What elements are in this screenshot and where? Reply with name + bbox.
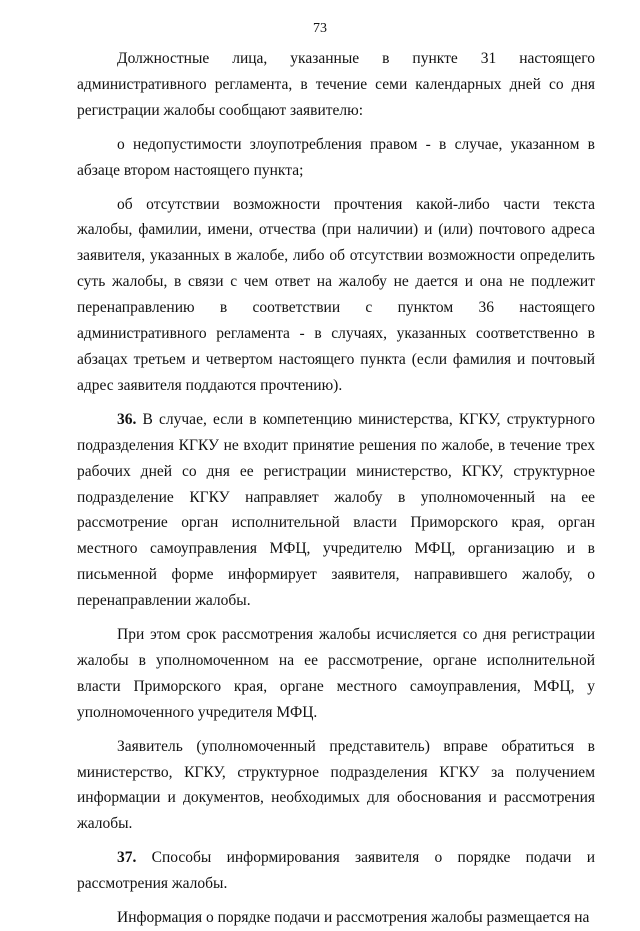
paragraph [77, 905, 595, 931]
paragraph [77, 734, 595, 838]
paragraph-text: Заявитель (уполномоченный представитель) вправе обратиться в министерство, КГКУ, структурное подразделения КГКУ за получением информации и документов, необходимых для обоснования и рассмотрения жалобы. [77, 737, 595, 833]
paragraph [77, 622, 595, 726]
paragraph-text: об отсутствии возможности прочтения какой-либо части текста жалобы, фамилии, имени, отчества (при наличии) и (или) почтового адреса заявителя, указанных в жалобе, либо об отсутствии возможности определить суть жалобы, в связи с чем ответ на жалобу не дается и она не подлежит перенаправлению в соответствии с пунктом 36 настоящего административного регламента - в случаях, указанных соответственно в абзацах третьем и четвертом настоящего пункта (если фамилия и почтовый адрес заявителя поддаются прочтению). [77, 195, 595, 394]
paragraph-text: Способы информирования заявителя о порядке подачи и рассмотрения жалобы. [77, 849, 595, 893]
page-number: 73 [313, 21, 327, 36]
paragraph-text: Информация о порядке подачи и рассмотрения жалобы размещается на [117, 909, 590, 927]
paragraph-text: В случае, если в компетенцию министерства, КГКУ, структурного подразделения КГКУ не входит принятие решения по жалобе, в течение трех рабочих дней со дня ее регистрации министерство, КГКУ, структурное подразделение КГКУ направляет жалобу в уполномоченный на ее рассмотрение орган исполнительной власти Приморского края, орган местного самоуправления МФЦ, учредителю МФЦ, организацию и в письменной форме информирует заявителя, направившего жалобу, о перенаправлении жалобы. [77, 410, 595, 610]
paragraph [77, 46, 595, 124]
document-body [77, 46, 595, 931]
paragraph [77, 192, 595, 399]
paragraph-text: о недопустимости злоупотребления правом - в случае, указанном в абзаце втором настоящего пункта; [77, 135, 595, 179]
paragraph-text: Должностные лица, указанные в пункте 31 настоящего административного регламента, в течение семи календарных дней со дня регистрации жалобы сообщают заявителю: [77, 50, 595, 119]
paragraph [77, 407, 595, 614]
paragraph [77, 132, 595, 184]
paragraph-number: 37. [117, 849, 137, 867]
paragraph-text: При этом срок рассмотрения жалобы исчисляется со дня регистрации жалобы в уполномоченном на ее рассмотрение, органе исполнительной власти Приморского края, органе местного самоуправления, МФЦ, у уполномоченного учредителя МФЦ. [77, 626, 595, 721]
paragraph-number: 36. [117, 410, 137, 428]
paragraph [77, 845, 595, 897]
